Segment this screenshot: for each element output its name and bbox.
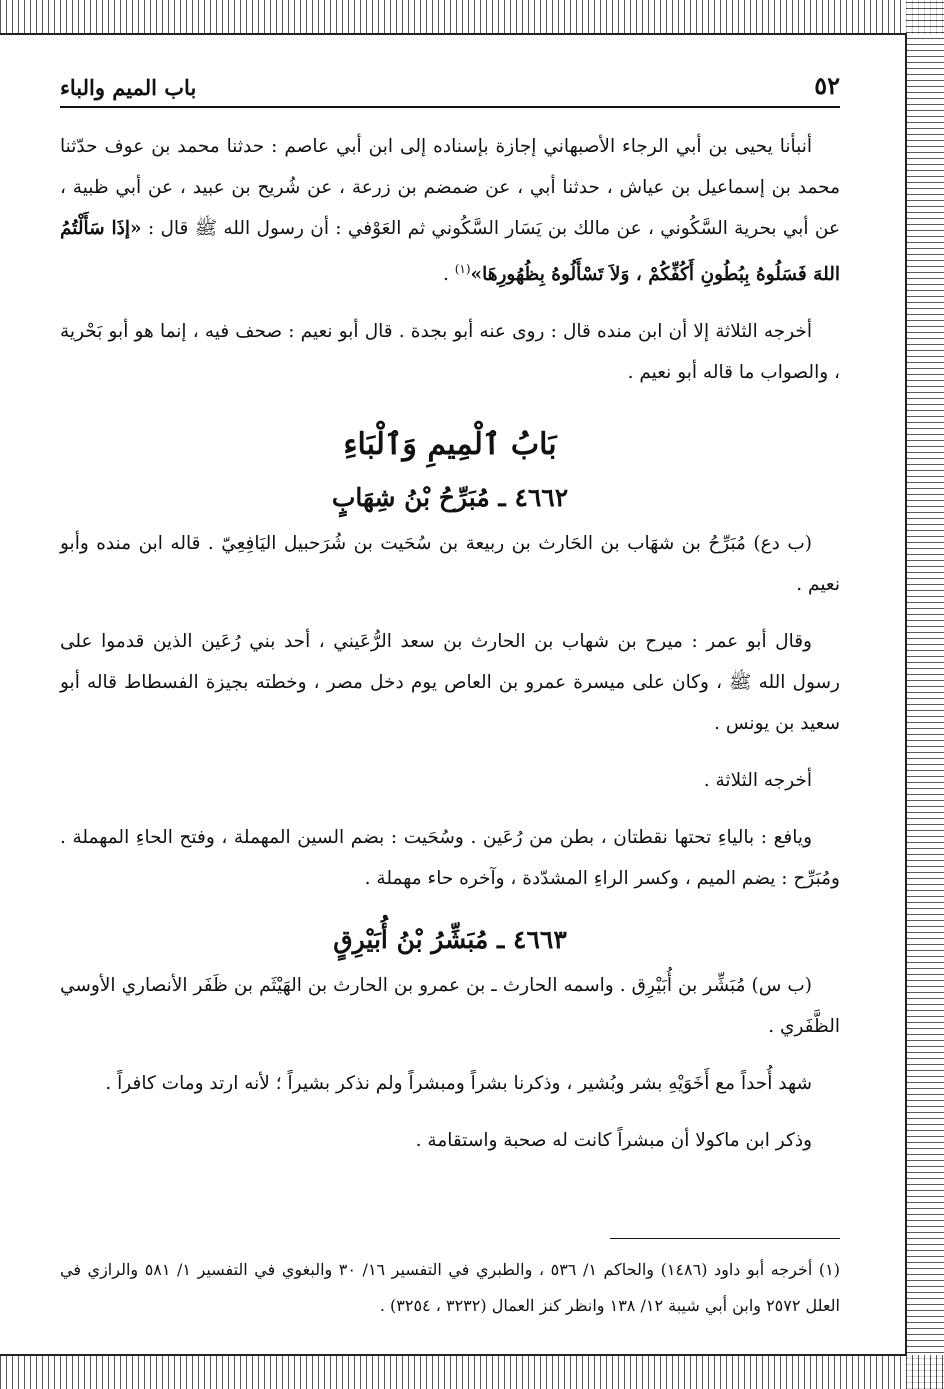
hadith-text: «إذَا سَأَلْتُمُ اللهَ فَسَلُوهُ بِبُطُونِ أَكُفِّكُمْ ، وَلاَ تَسْأَلُوهُ بِظُهُورِهَا» [60,218,840,286]
page-header [60,60,840,108]
entry-4662-paragraph-4: ويافع : بالياءِ تحتها نقطتان ، بطن من رُعَين . وسُحَيت : بضم السين المهملة ، وفتح الحاءِ المهملة . ومُبَرِّح : يضم الميم ، وكسر الراءِ المشدّدة ، وآخره حاء مهملة . [60,827,840,890]
border-line-bottom [0,1354,906,1356]
isnad-paragraph: أنبأنا يحيى بن أبي الرجاء الأصبهاني إجازة بإسناده إلى ابن أبي عاصم : حدثنا محمد بن عوف حدّثنا محمد بن إسماعيل بن عياش ، حدثنا أبي ، عن ضمضم بن زرعة ، عن شُريح بن عبيد ، عن أبي ظبية ، عن أبي بحرية السَّكُوني ، عن مالك بن يَسَار السَّكُوني ثم العَوْفي : أن رسول الله ﷺ قال : «إذَا سَأَلْتُمُ اللهَ فَسَلُوهُ بِبُطُونِ أَكُفِّكُمْ ، وَلاَ تَسْأَلُوهُ بِظُهُورِهَا»$^{(١)}$ . [60,136,840,286]
running-title: باب الميم والباء [60,75,197,100]
footnote-ref: (١) [454,262,471,276]
entry-title-4662: ٤٦٦٢ ـ مُبَرِّحُ بْنُ شِهَابٍ [331,483,569,513]
page-number: ٥٢ [814,71,840,100]
footnote: (١) أخرجه أبو داود (١٤٨٦) والحاكم ١/ ٥٣٦ ، والطبري في التفسير ١٦/ ٣٠ والبغوي في التفسير ١/ ٥٨١ والرازي في العلل ٢٥٧٢ وابن أبي شيبة ١٢/ ١٣٨ وانظر كنز العمال (٣٢٣٢ ، ٣٢٥٤) . [60,1260,840,1315]
isnad-text: أنبأنا يحيى بن أبي الرجاء الأصبهاني إجازة بإسناده إلى ابن أبي عاصم : حدثنا محمد بن عوف حدّثنا محمد بن إسماعيل بن عياش ، حدثنا أبي ، عن ضمضم بن زرعة ، عن شُريح بن عبيد ، عن أبي ظبية ، عن أبي بحرية السَّكُوني ، عن مالك بن يَسَار السَّكُوني ثم العَوْفي : أن رسول الله ﷺ قال : [60,136,840,239]
border-line-right [905,33,907,1356]
takhrij-paragraph: أخرجه الثلاثة إلا أن ابن منده قال : روى عنه أبو بجدة . قال أبو نعيم : صحف فيه ، إنما هو أبو بَحْرية ، والصواب ما قاله أبو نعيم . [60,321,840,384]
entry-title-4663: ٤٦٦٣ ـ مُبَشِّرُ بْنُ أُبَيْرِقٍ [333,925,567,955]
entry-4663-paragraph-3: وذكر ابن ماكولا أن مبشراً كانت له صحبة واستقامة . [415,1130,812,1152]
chapter-title: بَابُ ٱلْمِيمِ وَٱلْبَاءِ [343,427,557,463]
entry-4662-paragraph-2: وقال أبو عمر : ميرح بن شهاب بن الحارث بن سعد الرُّعَيني ، أحد بني رُعَين الذين قدموا على رسول الله ﷺ ، وكان على ميسرة عمرو بن العاص يوم دخل مصر ، وخطته بجيزة الفسطاط قاله أبو سعيد بن يونس . [60,631,840,735]
page-body [60,60,840,1340]
entry-4663-paragraph-2: شهد أُحداً مع أَخَوَيْهِ بشر وبُشير ، وذكرنا بشراً ومبشراً ولم نذكر بشيراً ؛ لأنه ارتد ومات كافراً . [105,1073,812,1095]
entry-4662-paragraph-1: (ب دع) مُبَرِّحُ بن شهَاب بن الحَارث بن ربيعة بن سُحَيت بن شُرَحبيل اليَافِعِيّ . قاله ابن منده وأبو نعيم . [60,533,840,596]
decorative-border-bottom [0,1355,944,1389]
footnote-divider [610,1238,840,1239]
border-line-top [0,33,906,35]
entry-4662-paragraph-3: أخرجه الثلاثة . [703,770,812,792]
decorative-border-top [0,0,944,34]
decorative-border-right [906,0,944,1389]
entry-4663-paragraph-1: (ب س) مُبَشِّر بن أُبَيْرِق . واسمه الحارث ـ بن عمرو بن الحارث بن الهَيْثَم بن ظَفَر الأنصاري الأوسي الظَّفَري . [60,975,840,1038]
